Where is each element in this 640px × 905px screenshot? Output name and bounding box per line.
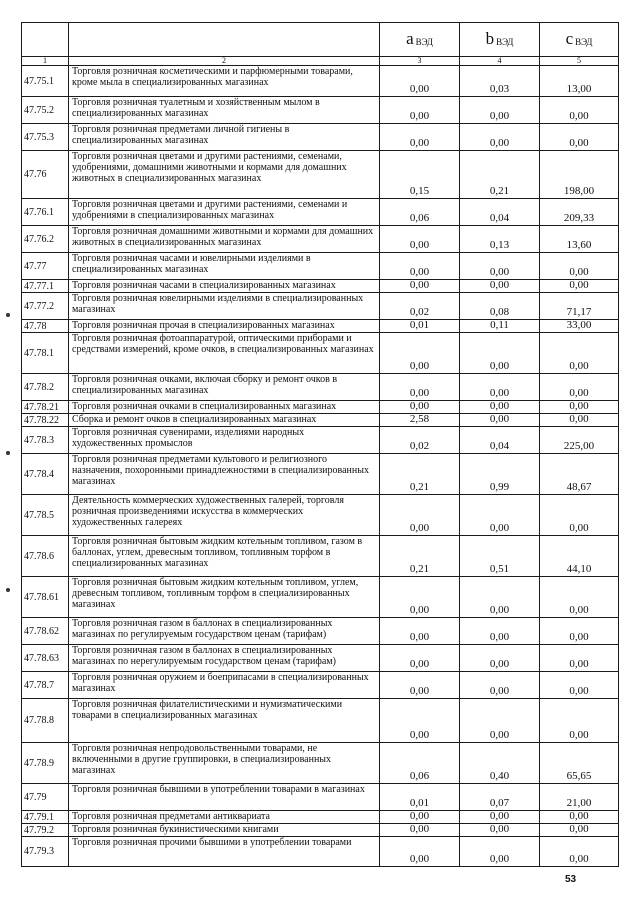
- activity-name: Торговля розничная бывшими в употреблении товарами в магазинах: [69, 784, 380, 811]
- activity-code: 47.76: [22, 151, 69, 199]
- activity-code: 47.78.7: [22, 672, 69, 699]
- value-b: 0,00: [460, 837, 540, 867]
- table-row: [22, 536, 619, 577]
- margin-mark: [6, 588, 10, 592]
- activity-name: Торговля розничная сувенирами, изделиями народных художественных промыслов: [69, 427, 380, 454]
- value-a: 0,00: [380, 811, 460, 824]
- table-row: [22, 199, 619, 226]
- value-c: 0,00: [540, 253, 619, 280]
- table-row: [22, 495, 619, 536]
- activity-code: 47.78.61: [22, 577, 69, 618]
- value-b: 0,21: [460, 151, 540, 199]
- activity-name: Торговля розничная прочая в специализированных магазинах: [69, 320, 380, 333]
- value-a: 0,00: [380, 280, 460, 293]
- margin-mark: [6, 451, 10, 455]
- table-row: [22, 320, 619, 333]
- activity-code: 47.78.5: [22, 495, 69, 536]
- value-b: 0,00: [460, 374, 540, 401]
- value-b: 0,04: [460, 199, 540, 226]
- value-b: 0,00: [460, 824, 540, 837]
- value-c: 13,00: [540, 66, 619, 97]
- header-name: [69, 23, 380, 57]
- value-c: 209,33: [540, 199, 619, 226]
- page-number: 53: [565, 874, 577, 885]
- value-a: 0,21: [380, 454, 460, 495]
- column-number: 2: [69, 57, 380, 66]
- activity-code: 47.75.2: [22, 97, 69, 124]
- value-a: 0,06: [380, 743, 460, 784]
- activity-code: 47.79: [22, 784, 69, 811]
- value-a: 0,21: [380, 536, 460, 577]
- activity-name: Торговля розничная домашними животными и кормами для домашних животных в специализированных магазинах: [69, 226, 380, 253]
- value-b: 0,00: [460, 699, 540, 743]
- value-b: 0,11: [460, 320, 540, 333]
- activity-name: Торговля розничная прочими бывшими в употреблении товарами: [69, 837, 380, 867]
- value-c: 21,00: [540, 784, 619, 811]
- value-c: 0,00: [540, 414, 619, 427]
- value-c: 0,00: [540, 124, 619, 151]
- header-code: [22, 23, 69, 57]
- value-b: 0,99: [460, 454, 540, 495]
- activity-name: Торговля розничная бытовым жидким котельным топливом, углем, древесным топливом, топливным торфом в специализированных магазинах: [69, 577, 380, 618]
- activity-code: 47.76.2: [22, 226, 69, 253]
- value-b: 0,00: [460, 672, 540, 699]
- table-row: [22, 151, 619, 199]
- activity-code: 47.78.21: [22, 401, 69, 414]
- table-row: [22, 97, 619, 124]
- activity-code: 47.78.6: [22, 536, 69, 577]
- header-row: [22, 23, 619, 57]
- value-c: 0,00: [540, 374, 619, 401]
- value-c: 65,65: [540, 743, 619, 784]
- value-a: 0,00: [380, 699, 460, 743]
- value-b: 0,00: [460, 124, 540, 151]
- value-b: 0,51: [460, 536, 540, 577]
- column-number: 3: [380, 57, 460, 66]
- table-row: [22, 124, 619, 151]
- value-a: 0,00: [380, 837, 460, 867]
- activity-code: 47.76.1: [22, 199, 69, 226]
- value-a: 0,00: [380, 66, 460, 97]
- activity-code: 47.78.63: [22, 645, 69, 672]
- activity-code: 47.78.62: [22, 618, 69, 645]
- activity-name: Сборка и ремонт очков в специализированных магазинах: [69, 414, 380, 427]
- table-row: [22, 253, 619, 280]
- activity-name: Торговля розничная газом в баллонах в специализированных магазинах по нерегулируемым государством ценам (тарифам): [69, 645, 380, 672]
- activity-name: Торговля розничная газом в баллонах в специализированных магазинах по регулируемым государством ценам (тарифам): [69, 618, 380, 645]
- activity-code: 47.78.22: [22, 414, 69, 427]
- header-col-c: c ВЭД: [540, 23, 619, 57]
- activity-code: 47.78.1: [22, 333, 69, 374]
- value-c: 0,00: [540, 495, 619, 536]
- activity-code: 47.75.3: [22, 124, 69, 151]
- activity-code: 47.77.2: [22, 293, 69, 320]
- activity-name: Торговля розничная очками в специализированных магазинах: [69, 401, 380, 414]
- value-c: 71,17: [540, 293, 619, 320]
- value-a: 0,00: [380, 618, 460, 645]
- table-row: [22, 672, 619, 699]
- value-a: 0,15: [380, 151, 460, 199]
- value-c: 0,00: [540, 837, 619, 867]
- value-c: 0,00: [540, 811, 619, 824]
- activity-name: Торговля розничная филателистическими и нумизматическими товарами в специализированных магазинах: [69, 699, 380, 743]
- column-number-row: [22, 57, 619, 66]
- value-c: 198,00: [540, 151, 619, 199]
- activity-code: 47.78.4: [22, 454, 69, 495]
- value-a: 0,00: [380, 374, 460, 401]
- value-c: 225,00: [540, 427, 619, 454]
- activity-name: Торговля розничная туалетным и хозяйственным мылом в специализированных магазинах: [69, 97, 380, 124]
- table-row: [22, 280, 619, 293]
- value-a: 0,01: [380, 784, 460, 811]
- activity-code: 47.78.3: [22, 427, 69, 454]
- value-b: 0,00: [460, 414, 540, 427]
- activity-name: Торговля розничная фотоаппаратурой, оптическими приборами и средствами измерений, кроме очков, в специализированных магазинах: [69, 333, 380, 374]
- value-b: 0,00: [460, 97, 540, 124]
- value-c: 0,00: [540, 824, 619, 837]
- value-c: 0,00: [540, 577, 619, 618]
- value-a: 2,58: [380, 414, 460, 427]
- value-a: 0,00: [380, 577, 460, 618]
- table-row: [22, 226, 619, 253]
- value-c: 48,67: [540, 454, 619, 495]
- table-row: [22, 293, 619, 320]
- activity-name: Торговля розничная цветами и другими растениями, семенами, удобрениями, домашними животными и кормами для домашних животных в специализированных магазинах: [69, 151, 380, 199]
- activity-name: Торговля розничная цветами и другими растениями, семенами и удобрениями в специализированных магазинах: [69, 199, 380, 226]
- value-c: 0,00: [540, 333, 619, 374]
- value-b: 0,00: [460, 645, 540, 672]
- value-b: 0,04: [460, 427, 540, 454]
- table-row: [22, 427, 619, 454]
- value-c: 44,10: [540, 536, 619, 577]
- activity-code: 47.78.2: [22, 374, 69, 401]
- activity-name: Торговля розничная непродовольственными товарами, не включенными в другие группировки, в специализированных магазинах: [69, 743, 380, 784]
- value-c: 0,00: [540, 672, 619, 699]
- margin-mark: [6, 313, 10, 317]
- value-a: 0,00: [380, 333, 460, 374]
- value-a: 0,00: [380, 645, 460, 672]
- value-a: 0,00: [380, 495, 460, 536]
- value-b: 0,00: [460, 618, 540, 645]
- column-number: 1: [22, 57, 69, 66]
- activity-code: 47.79.1: [22, 811, 69, 824]
- value-a: 0,00: [380, 97, 460, 124]
- activity-name: Торговля розничная предметами антиквариата: [69, 811, 380, 824]
- table-row: [22, 401, 619, 414]
- table-body: [22, 66, 619, 867]
- activity-name: Торговля розничная ювелирными изделиями в специализированных магазинах: [69, 293, 380, 320]
- column-number: 5: [540, 57, 619, 66]
- value-a: 0,00: [380, 253, 460, 280]
- value-a: 0,00: [380, 401, 460, 414]
- value-c: 0,00: [540, 401, 619, 414]
- table-row: [22, 414, 619, 427]
- value-a: 0,02: [380, 427, 460, 454]
- table-row: [22, 374, 619, 401]
- value-a: 0,00: [380, 124, 460, 151]
- value-a: 0,06: [380, 199, 460, 226]
- value-b: 0,00: [460, 495, 540, 536]
- table-row: [22, 66, 619, 97]
- value-c: 13,60: [540, 226, 619, 253]
- activity-code: 47.77: [22, 253, 69, 280]
- value-a: 0,00: [380, 672, 460, 699]
- value-a: 0,02: [380, 293, 460, 320]
- value-c: 0,00: [540, 618, 619, 645]
- value-b: 0,00: [460, 811, 540, 824]
- value-b: 0,07: [460, 784, 540, 811]
- activity-name: Торговля розничная предметами личной гигиены в специализированных магазинах: [69, 124, 380, 151]
- table-row: [22, 837, 619, 867]
- value-c: 33,00: [540, 320, 619, 333]
- value-c: 0,00: [540, 645, 619, 672]
- activity-code: 47.78.8: [22, 699, 69, 743]
- activity-name: Торговля розничная часами и ювелирными изделиями в специализированных магазинах: [69, 253, 380, 280]
- activity-code: 47.77.1: [22, 280, 69, 293]
- activity-code: 47.75.1: [22, 66, 69, 97]
- table-row: [22, 454, 619, 495]
- activity-code: 47.78: [22, 320, 69, 333]
- activity-name: Торговля розничная букинистическими книгами: [69, 824, 380, 837]
- table-row: [22, 811, 619, 824]
- activity-code: 47.79.2: [22, 824, 69, 837]
- value-b: 0,00: [460, 577, 540, 618]
- table-row: [22, 577, 619, 618]
- value-c: 0,00: [540, 97, 619, 124]
- value-b: 0,00: [460, 333, 540, 374]
- header-col-b: b ВЭД: [460, 23, 540, 57]
- activity-name: Торговля розничная очками, включая сборку и ремонт очков в специализированных магазинах: [69, 374, 380, 401]
- value-a: 0,00: [380, 824, 460, 837]
- value-b: 0,00: [460, 280, 540, 293]
- table-row: [22, 333, 619, 374]
- table-row: [22, 699, 619, 743]
- value-b: 0,40: [460, 743, 540, 784]
- table-row: [22, 645, 619, 672]
- activity-code: 47.79.3: [22, 837, 69, 867]
- value-c: 0,00: [540, 280, 619, 293]
- column-number: 4: [460, 57, 540, 66]
- value-b: 0,13: [460, 226, 540, 253]
- activity-code: 47.78.9: [22, 743, 69, 784]
- table-row: [22, 824, 619, 837]
- table-row: [22, 743, 619, 784]
- table-row: [22, 618, 619, 645]
- activity-name: Торговля розничная косметическими и парфюмерными товарами, кроме мыла в специализированных магазинах: [69, 66, 380, 97]
- activity-name: Деятельность коммерческих художественных галерей, торговля розничная произведениями искусства в коммерческих художественных галереях: [69, 495, 380, 536]
- value-a: 0,00: [380, 226, 460, 253]
- value-b: 0,00: [460, 253, 540, 280]
- activity-name: Торговля розничная предметами культового и религиозного назначения, похоронными принадлежностями в специализированных магазинах: [69, 454, 380, 495]
- okved-table: [21, 22, 619, 867]
- table-row: [22, 784, 619, 811]
- value-c: 0,00: [540, 699, 619, 743]
- value-b: 0,00: [460, 401, 540, 414]
- activity-name: Торговля розничная бытовым жидким котельным топливом, газом в баллонах, углем, древесным топливом, топливным торфом в специализированных магазинах: [69, 536, 380, 577]
- value-a: 0,01: [380, 320, 460, 333]
- activity-name: Торговля розничная оружием и боеприпасами в специализированных магазинах: [69, 672, 380, 699]
- activity-name: Торговля розничная часами в специализированных магазинах: [69, 280, 380, 293]
- value-b: 0,03: [460, 66, 540, 97]
- value-b: 0,08: [460, 293, 540, 320]
- header-col-a: a ВЭД: [380, 23, 460, 57]
